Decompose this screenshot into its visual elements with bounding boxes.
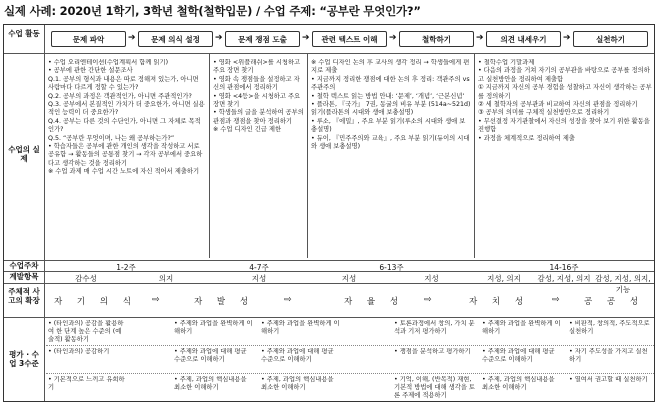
eval-cell: • 주제와 과업을 완벽하게 이해하기 [174,320,253,335]
goal: 지성, 의지 [487,274,521,283]
week-4: 14-16주 [549,263,579,272]
practice-col-2: • 영화 <위플래쉬>를 시청하고 주요 장면 찾기 • 영화 속 쟁점들을 설정하고 자신의 관점에서 정리하기 • 영화 <4등>을 시청하고 주요 장면 찾기 • 학생들의 글을 분석하여 공부의 관점과 쟁점을 찾아 정리하기 ※ 수업 디자인 긴급 제한 [213,59,304,134]
goal: 지성 [424,274,439,283]
stage-voluntary: 자 발 성 [194,297,255,307]
stage-autonomy: 자 율 성 [344,297,405,307]
arrow-icon: ⇨ [424,295,432,305]
practice-col-4: • 철학수업 기말과제 • 다음의 과정을 거쳐 자기의 공부관을 바탕으로 공부를 정의하고 실천방안을 정리하여 제출함 ① 지금까지 자신의 공부 경험을 성찰하고 자신이 생각하는 공부를 정의하기 ② 세 철학자의 공부관과 비교하여 자신의 관점을 정리하기 ③ 공부의 의미를 구체적 실천방안으로 정리하기 • 무선결정 자기관찰에서 자신의 성장을 찾아 보기 위한 활동을 진행함 • 과정을 체계적으로 정리하여 제출 [478,59,652,142]
lesson-table [3,24,655,402]
eval-cell: • 비판적, 창의적, 주도적으로 실천하기 [569,320,650,335]
eval-cell: • 자기 주도성을 가지고 실천하기 [569,348,648,363]
stage-publicness: 공 공 성 [584,297,645,307]
activity-practice: 실천하기 [573,31,648,47]
week-3: 6-13주 [379,263,404,272]
eval-cell: • 주제, 과업의 핵심내용을 최소한 이해하기 [482,376,555,391]
arrow-icon: ⇨ [152,295,160,305]
activity-text-understand: 관련 텍스트 이해 [312,31,387,47]
practice-col-3: ※ 수업 디자인 논의 후 교사의 생각 정리 → 학생들에게 편지로 제출 • 지금까지 정리한 쟁점에 대한 논의 후 정리: 객관주의 vs 주관주의 • 철학 텍스트 읽는 방법 안내: ‘문제’, ‘개념’, ‘근본신념’ • 플라톤, 『국가』 7권, 동굴의 비유 부분 (514a~521d) 읽기(플라톤의 시대와 생애 보충설명) • 루소, 『에밀』, 주요 부분 읽기(루소의 시대와 생애 보충설명) • 듀이, 『민주주의와 교육』, 주요 부분 읽기(듀이의 시대와 생애 보충설명) [311,59,471,151]
eval-cell: • (타인과의) 공감하기 [48,348,110,355]
activity-issue-derive: 문제 쟁점 도출 [225,31,300,47]
page-title: 실제 사례: 2020년 1학기, 3학년 철학(철학입문) / 수업 주제: “공부란 무엇인가?” [4,4,421,18]
week-2: 4-7주 [249,263,269,272]
eval-cell: • 토론과정에서 창의, 가치 분석과 기저 평가하기 [394,320,475,335]
activity-philosophize: 철학하기 [399,31,474,47]
eval-cell: • 기억, 이해, (반복적) 재현, 기본적 방법에 대해 생각을 토론 주제에 적용하기 [394,376,475,399]
eval-cell: • 주제와 과업에 대해 평균 수준으로 이해하기 [482,348,555,363]
eval-cell: • 주제와 과업을 완벽하게 이해하기 [261,320,340,335]
goal: 지성 [251,274,267,283]
eval-cell: • 열여서 권고할 때 실천하기 [569,376,648,383]
goal: 감성, 지성, 의지, 기능 [595,274,651,294]
arrow-icon: ⇨ [284,295,292,305]
eval-cell: • 주제, 과업의 핵심내용을 최소한 이해하기 [261,376,334,391]
stage-self-awareness: 자 기 의 식 [54,297,137,307]
label-eval: 평가 · 수업 3수준 [9,350,39,368]
label-self-stage: 주체적 사고의 확장 [8,287,40,305]
arrow-icon: ➔ [476,33,484,43]
eval-cell: • 주제와 과업을 완벽하게 이해하기 [482,320,561,335]
goal: 감성, 지성, 의지 [537,274,591,283]
eval-cell: • 주제, 과업의 핵심내용을 최소한 이해하기 [174,376,247,391]
label-goal: 계발항목 [9,272,39,281]
eval-cell: • 쟁점을 분석하고 평가하기 [394,348,471,355]
activity-problem-grasp: 문제 파악 [51,31,126,47]
activity-problem-setting: 문제 의식 설정 [138,31,213,47]
stage-self-governance: 자 치 성 [469,297,530,307]
eval-cell: • (타인과의) 공감을 활용하여 한 단계 높은 수준의 (예술적) 활동하기 [48,320,124,343]
practice-col-1: • 수업 오리엔테이션(수업계획서 함께 읽기) • 공부에 관한 간단한 설문조사 Q.1. 공부의 형식과 내용은 따로 정해져 있는가, 아니면 사람마다 다르게 정할 수 있는가? Q.2. 공부의 과정은 객관적인가, 아니면 주관적인가? Q.3. 공부에서 본질적인 가치가 더 중요한가, 아니면 실용적인 능력이 더 중요한가? Q.4. 공부는 다른 것의 수단인가, 아니면 그 자체로 목적인가? Q.5. “공부란 무엇이며, 나는 왜 공부하는가?” • 학습자들은 공부에 관한 개인의 생각을 작성하고 서로 공유함 → 활동들의 공통점 찾기 → 각자 공부에서 중요하다고 생각하는 것을 정리하기 ※ 수업 과제 매 수업 시간 노트에 자신 적어서 제출하기 [48,59,205,176]
label-week: 수업주차 [9,261,39,270]
label-activity: 수업 활동 [8,29,40,38]
arrow-icon: ➔ [302,33,310,43]
goal: 지성 [341,274,357,283]
arrow-icon: ➔ [128,33,136,43]
activity-opinion: 의견 내세우기 [486,31,561,47]
goal: 감수성 [75,274,97,283]
arrow-icon: ➔ [389,33,397,43]
goal: 의지 [158,274,174,283]
label-practice: 수업의 실제 [8,145,40,163]
eval-cell: • 기본적으로 느끼고 유희하기 [48,376,125,391]
arrow-icon: ➔ [215,33,223,43]
arrow-icon: ⇨ [552,295,560,305]
week-1: 1-2주 [116,263,136,272]
eval-cell: • 주제와 과업에 대해 평균 수준으로 이해하기 [174,348,247,363]
arrow-icon: ➔ [563,33,571,43]
eval-cell: • 주제와 과업에 대해 평균 수준으로 이해하기 [261,348,334,363]
